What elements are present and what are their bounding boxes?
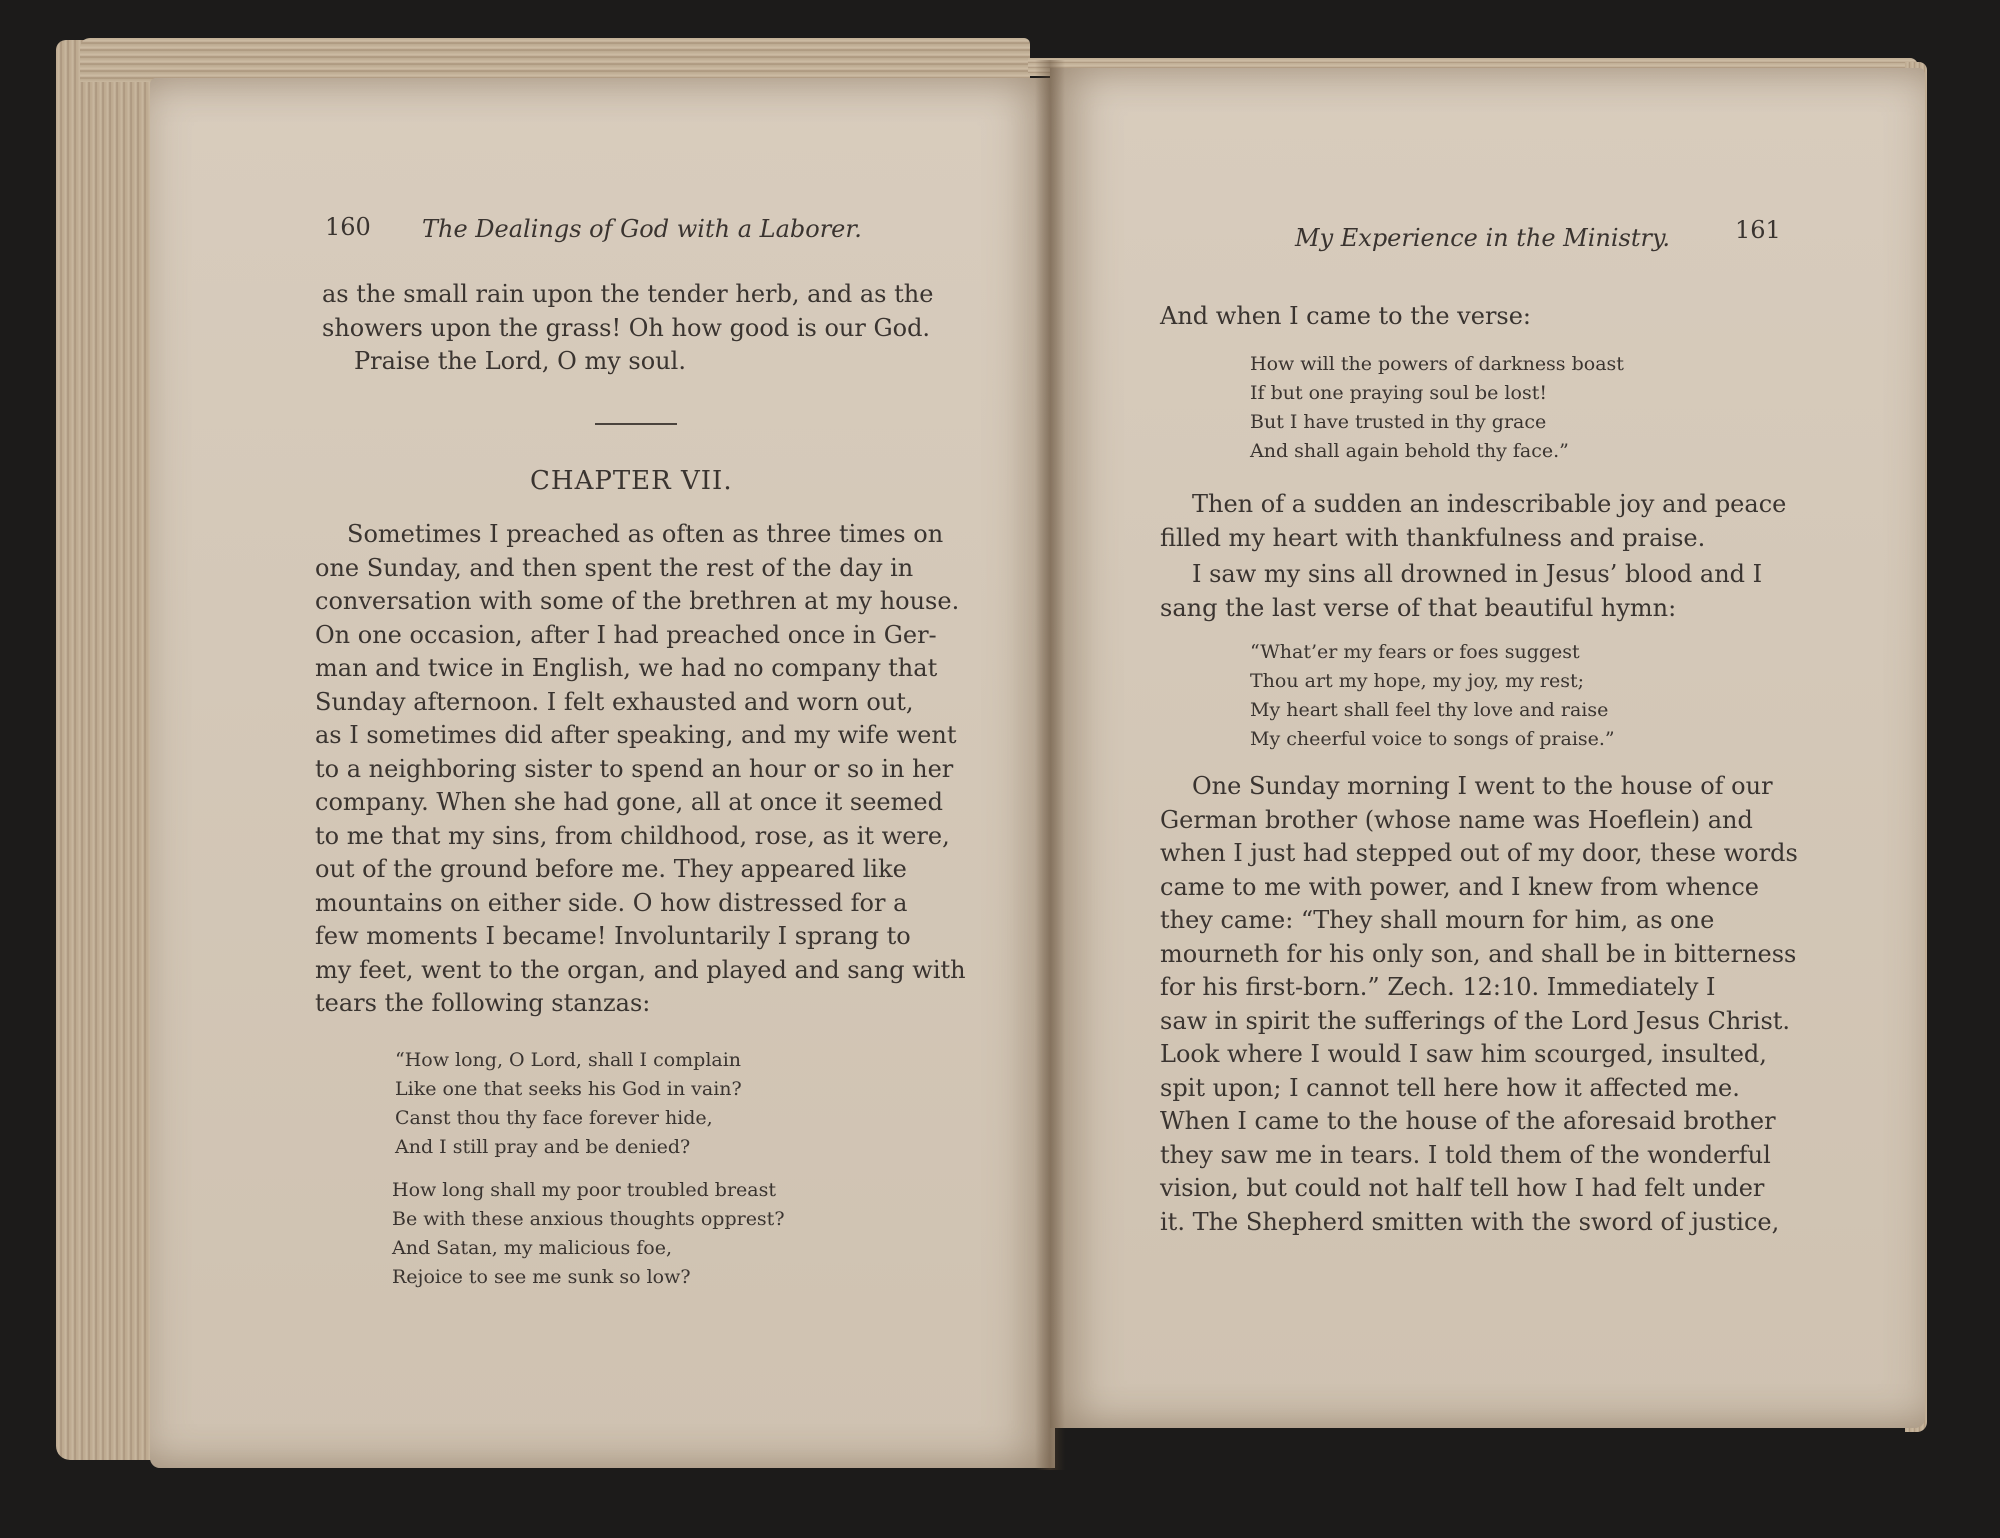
verse-line: And I still pray and be denied? [395, 1136, 691, 1158]
verse-line: If but one praying soul be lost! [1250, 382, 1547, 404]
text-line: spit upon; I cannot tell here how it affected me. [1160, 1073, 1740, 1102]
verse-line: My heart shall feel thy love and raise [1250, 699, 1609, 721]
verse-line: My cheerful voice to songs of praise.” [1250, 728, 1615, 750]
intro-paragraph-left [322, 278, 962, 379]
text-line: as I sometimes did after speaking, and my wife went [315, 721, 957, 749]
verse-line: How will the powers of darkness boast [1250, 353, 1624, 375]
text-line: mourneth for his only son, and shall be in bitterness [1160, 939, 1797, 968]
text-line: One Sunday morning I went to the house of our [1192, 772, 1773, 800]
running-head-right: My Experience in the Ministry. [1295, 224, 1670, 252]
text-line: they came: “They shall mourn for him, as one [1160, 906, 1715, 934]
left-page [150, 78, 1055, 1468]
text-line: one Sunday, and then spent the rest of the day in [315, 553, 914, 582]
verse-line: Be with these anxious thoughts opprest? [392, 1208, 785, 1230]
text-line: they saw me in tears. I told them of the wonderful [1160, 1140, 1771, 1169]
text-line: to a neighboring sister to spend an hour or so in her [315, 754, 954, 783]
text-line: conversation with some of the brethren at my house. [315, 587, 960, 615]
text-line: out of the ground before me. They appeared like [315, 855, 907, 883]
running-head-left: The Dealings of God with a Laborer. [422, 215, 862, 243]
text-line: when I just had stepped out of my door, these words [1160, 839, 1798, 867]
page-number-left: 160 [325, 213, 371, 241]
section-divider [595, 423, 677, 425]
page-number-right: 161 [1735, 216, 1781, 244]
text-line: man and twice in English, we had no company that [315, 654, 938, 682]
text-line: tears the following stanzas: [315, 989, 651, 1017]
text-line: it. The Shepherd smitten with the sword of justice, [1160, 1207, 1780, 1236]
verse-line: “What’er my fears or foes suggest [1250, 641, 1580, 663]
verse-line: Canst thou thy face forever hide, [395, 1107, 713, 1129]
text-line: for his first-born.” Zech. 12:10. Immediately I [1160, 973, 1716, 1001]
text-line: Sunday afternoon. I felt exhausted and worn out, [315, 687, 914, 716]
text-line: Then of a sudden an indescribable joy and peace [1192, 490, 1787, 518]
text-line: my feet, went to the organ, and played and sang with [315, 955, 966, 984]
verse-line: “How long, O Lord, shall I complain [395, 1049, 742, 1071]
text-line: Look where I would I saw him scourged, insulted, [1160, 1040, 1767, 1068]
paragraph-2-right [1160, 558, 1820, 625]
verse-line: How long shall my poor troubled breast [392, 1179, 777, 1201]
verse-line: And shall again behold thy face.” [1250, 440, 1569, 462]
hymn-stanza-1-left [395, 1046, 875, 1162]
verse-line: Like one that seeks his God in vain? [395, 1078, 742, 1100]
hymn-stanza-2-right [1250, 638, 1730, 754]
text-line: sang the last verse of that beautiful hymn: [1160, 593, 1677, 622]
text-line: as the small rain upon the tender herb, and as the [322, 280, 934, 308]
book-gutter [1035, 60, 1065, 1470]
right-page [1050, 68, 1925, 1428]
page-edges-top-left [80, 38, 1030, 82]
text-line: came to me with power, and I knew from whence [1160, 872, 1759, 901]
text-line: to me that my sins, from childhood, rose, as it were, [315, 821, 950, 850]
verse-line: And Satan, my malicious foe, [392, 1237, 673, 1259]
text-line: Sometimes I preached as often as three times on [347, 520, 944, 548]
text-line: Praise the Lord, O my soul. [354, 347, 686, 375]
text-line: vision, but could not half tell how I had felt under [1160, 1174, 1765, 1202]
verse-line: Rejoice to see me sunk so low? [392, 1266, 691, 1288]
text-line: German brother (whose name was Hoeflein) and [1160, 805, 1753, 834]
text-line: And when I came to the verse: [1160, 302, 1532, 330]
paragraph-1-right [1160, 488, 1820, 555]
text-line: showers upon the grass! Oh how good is our God. [322, 313, 931, 342]
text-line: few moments I became! Involuntarily I sprang to [315, 922, 911, 950]
text-line: I saw my sins all drowned in Jesus’ blood and I [1192, 560, 1763, 588]
paragraph-3-right [1160, 770, 1820, 1239]
text-line: filled my heart with thankfulness and praise. [1160, 523, 1706, 552]
chapter-body-left [315, 518, 965, 1021]
verse-line: Thou art my hope, my joy, my rest; [1250, 670, 1584, 692]
verse-line: But I have trusted in thy grace [1250, 411, 1547, 433]
chapter-title: CHAPTER VII. [530, 466, 733, 496]
text-line: company. When she had gone, all at once it seemed [315, 788, 943, 816]
hymn-stanza-1-right [1250, 350, 1730, 466]
text-line: On one occasion, after I had preached once in Ger- [315, 620, 937, 649]
intro-line-right [1160, 300, 1820, 334]
text-line: mountains on either side. O how distressed for a [315, 888, 908, 917]
text-line: saw in spirit the sufferings of the Lord Jesus Christ. [1160, 1006, 1791, 1035]
text-line: When I came to the house of the aforesaid brother [1160, 1107, 1776, 1135]
hymn-stanza-2-left [392, 1176, 872, 1292]
